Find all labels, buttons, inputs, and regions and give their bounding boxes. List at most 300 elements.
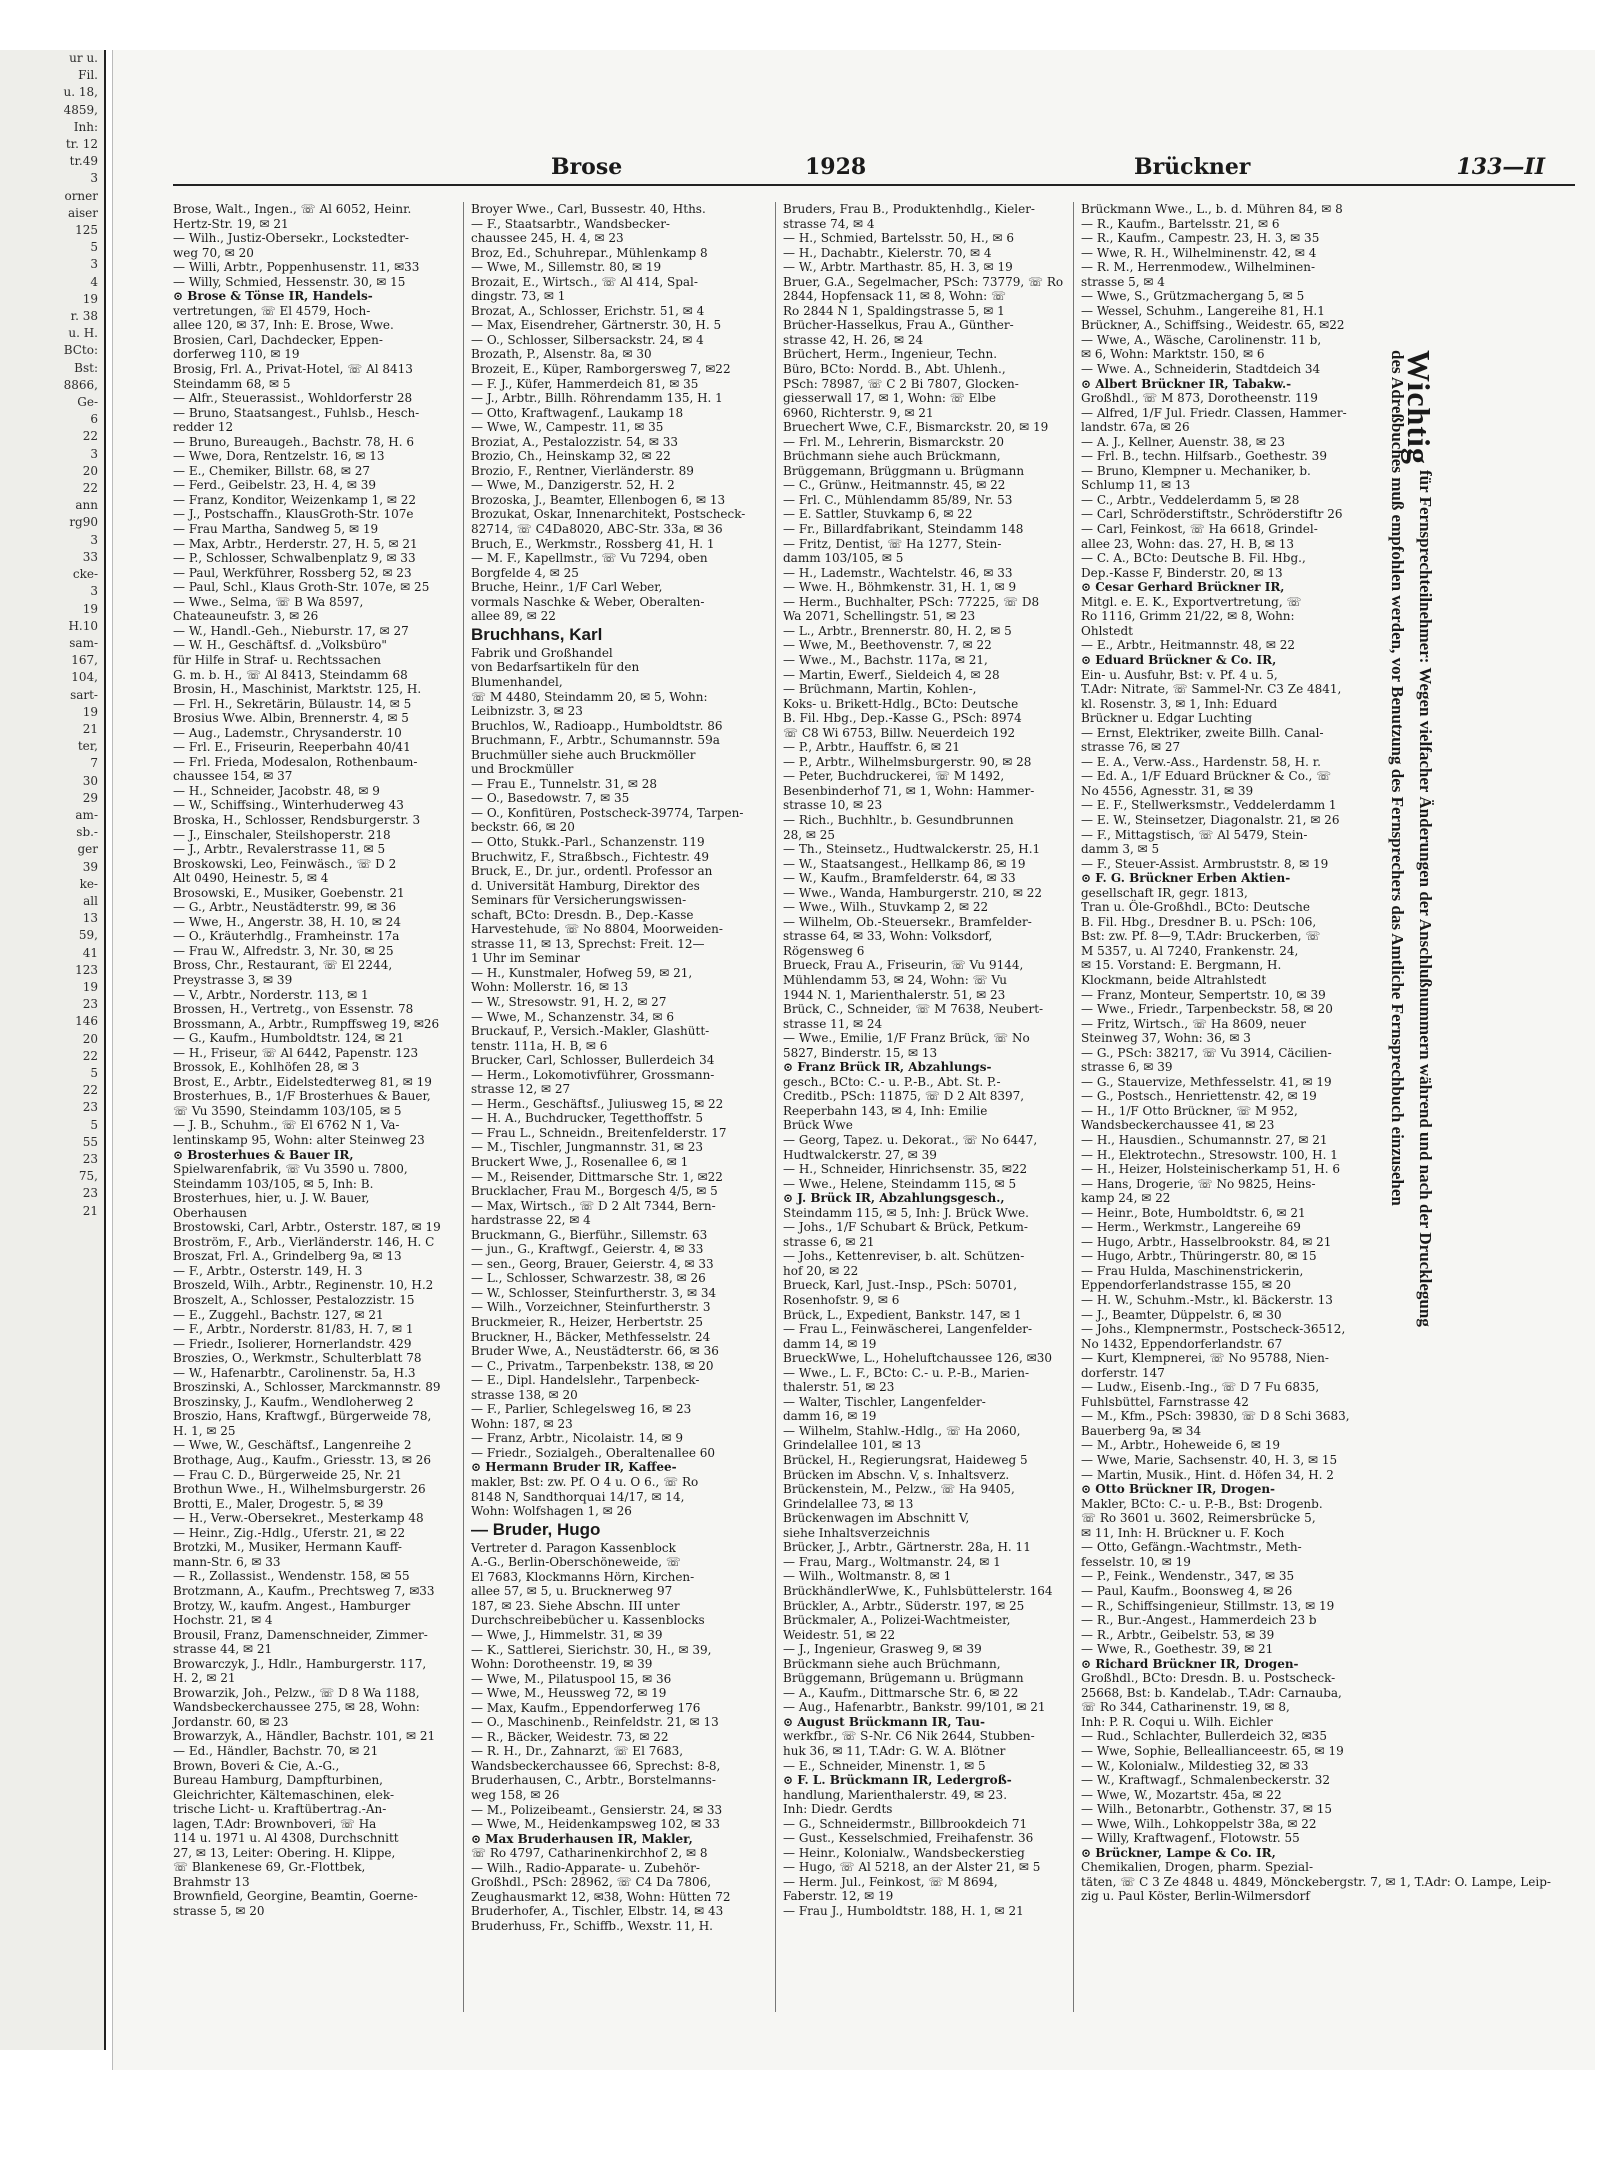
prev-page-fragment: ann bbox=[75, 498, 98, 513]
directory-entry-line: Brotzki, M., Musiker, Hermann Kauff- bbox=[173, 1540, 402, 1555]
directory-entry-line: — Wwe, M., Heussweg 72, ✉ 19 bbox=[471, 1686, 667, 1701]
directory-entry-line: für Hilfe in Straf- u. Rechtssachen bbox=[173, 652, 381, 667]
directory-entry-line: allee 23, Wohn: das. 27, H. B, ✉ 13 bbox=[1081, 536, 1295, 551]
directory-entry-line: zig u. Paul Köster, Berlin-Wilmersdorf bbox=[1081, 1889, 1310, 1904]
directory-entry-line: — Herm., Lokomotivführer, Grossmann- bbox=[471, 1067, 715, 1082]
directory-entry-line: Ro 1116, Grimm 21/22, ✉ 8, Wohn: bbox=[1081, 609, 1295, 624]
prev-page-fragment: 5 bbox=[90, 240, 98, 255]
directory-entry-line: Brueck, Frau A., Friseurin, ☏ Vu 9144, bbox=[783, 958, 1024, 973]
directory-entry-line: ⊙ Cesar Gerhard Brückner IR, bbox=[1081, 580, 1285, 595]
directory-entry-line: — Wwe., L. F., BCto: C.- u. P.-B., Marien- bbox=[783, 1365, 1030, 1380]
prev-page-fragment: 3 bbox=[90, 257, 98, 272]
directory-entry-line: Brownfield, Georgine, Beamtin, Goerne- bbox=[173, 1889, 418, 1904]
directory-entry-line: — H., Verw.-Obersekret., Mesterkamp 48 bbox=[173, 1511, 424, 1526]
directory-entry-line: mann-Str. 6, ✉ 33 bbox=[173, 1554, 281, 1569]
directory-entry-line: Makler, BCto: C.- u. P.-B., Bst: Drogenb. bbox=[1081, 1496, 1323, 1511]
directory-entry-line: Hudtwalckerstr. 27, ✉ 39 bbox=[783, 1147, 937, 1162]
directory-entry-line: — Paul, Kaufm., Boonsweg 4, ✉ 26 bbox=[1081, 1583, 1293, 1598]
directory-entry-line: — M., Reisender, Dittmarsche Str. 1, ✉22 bbox=[471, 1169, 723, 1184]
directory-entry-line: — Wwe, Wilh., Lohkoppelstr 38a, ✉ 22 bbox=[1081, 1816, 1317, 1831]
directory-entry-line: Broszinsky, J., Kaufm., Wendloherweg 2 bbox=[173, 1394, 414, 1409]
page-number: 133—II bbox=[1456, 154, 1545, 180]
directory-entry-line: damm 16, ✉ 19 bbox=[783, 1409, 877, 1424]
directory-entry-line: damm 14, ✉ 19 bbox=[783, 1336, 877, 1351]
directory-entry-line: 1944 N. 1, Marienthalerstr. 51, ✉ 23 bbox=[783, 987, 1006, 1002]
prev-page-fragment: 167, bbox=[71, 653, 98, 668]
prev-page-fragment: 55 bbox=[82, 1134, 98, 1149]
directory-entry-line: — Alfr., Steuerassist., Wohldorferstr 28 bbox=[173, 391, 413, 406]
directory-entry-line: Brosin, H., Maschinist, Marktstr. 125, H. bbox=[173, 682, 422, 697]
directory-entry-line: — M., Kfm., PSch: 39830, ☏ D 8 Schi 3683, bbox=[1081, 1409, 1350, 1424]
directory-entry-line: — Paul, Schl., Klaus Groth-Str. 107e, ✉ 25 bbox=[173, 580, 430, 595]
directory-entry-line: — Ferd., Geibelstr. 23, H. 4, ✉ 39 bbox=[173, 478, 377, 493]
directory-entry-line: — R. H., Dr., Zahnarzt, ☏ El 7683, bbox=[471, 1744, 684, 1759]
directory-entry-line: — Hans, Drogerie, ☏ No 9825, Heins- bbox=[1081, 1176, 1316, 1191]
directory-entry-line: 82714, ☏ C4Da8020, ABC-Str. 33a, ✉ 36 bbox=[471, 522, 723, 537]
directory-entry-line: Brüggemann, Brügemann u. Brügmann bbox=[783, 1671, 1024, 1686]
directory-entry-line: — G., Stauervize, Methfesselstr. 41, ✉ 19 bbox=[1081, 1074, 1332, 1089]
directory-entry-line: Brucker, Carl, Schlosser, Bullerdeich 34 bbox=[471, 1053, 715, 1068]
directory-entry-line: gesch., BCto: C.- u. P.-B., Abt. St. P.- bbox=[783, 1074, 1001, 1089]
directory-entry-line: Bruechert Wwe, C.F., Bismarckstr. 20, ✉ 19 bbox=[783, 420, 1049, 435]
directory-entry-line: — P., Feink., Wendenstr., 347, ✉ 35 bbox=[1081, 1569, 1295, 1584]
directory-entry-line: — W., Staatsangest., Hellkamp 86, ✉ 19 bbox=[783, 856, 1026, 871]
directory-entry-line: Bureau Hamburg, Dampfturbinen, bbox=[173, 1773, 383, 1788]
prev-page-fragment: 22 bbox=[82, 481, 98, 496]
directory-entry-line: Ohlstedt bbox=[1081, 623, 1133, 638]
directory-entry-line: — Fritz, Dentist, ☏ Ha 1277, Stein- bbox=[783, 536, 1002, 551]
directory-entry-line: ☏ Ro 4797, Catharinenkirchhof 2, ✉ 8 bbox=[471, 1846, 708, 1861]
directory-entry-line: — W., Kaufm., Bramfelderstr. 64, ✉ 33 bbox=[783, 871, 1016, 886]
directory-entry-line: — C., Grünw., Heitmannstr. 45, ✉ 22 bbox=[783, 478, 1006, 493]
directory-entry-line: 25668, Bst: b. Kandelab., T.Adr: Carnauba, bbox=[1081, 1685, 1342, 1700]
directory-entry-line: BrückhändlerWwe, K., Fuhlsbüttelerstr. 164 bbox=[783, 1583, 1053, 1598]
directory-entry-line: Brückler, A., Arbtr., Süderstr. 197, ✉ 25 bbox=[783, 1598, 1025, 1613]
directory-entry-line: Bruch, E., Werkmstr., Rossberg 41, H. 1 bbox=[471, 536, 715, 551]
directory-entry-line: — H., Hausdien., Schumannstr. 27, ✉ 21 bbox=[1081, 1133, 1328, 1147]
directory-entry-line: Brückmaler, A., Polizei-Wachtmeister, bbox=[783, 1613, 1011, 1628]
directory-entry-line: Brozath, P., Alsenstr. 8a, ✉ 30 bbox=[471, 347, 652, 362]
directory-entry-line: — Heinr., Zig.-Hdlg., Uferstr. 21, ✉ 22 bbox=[173, 1525, 406, 1540]
directory-entry-line: Leibnizstr. 3, ✉ 23 bbox=[471, 704, 583, 719]
directory-entry-line: Bruderhofer, A., Tischler, Elbstr. 14, ✉ 43 bbox=[471, 1904, 724, 1919]
directory-entry-line: Mühlendamm 53, ✉ 24, Wohn: ☏ Vu bbox=[783, 972, 1007, 987]
directory-entry-line: — Johs., 1/F Schubart & Brück, Petkum- bbox=[783, 1220, 1028, 1235]
directory-entry-line: Brücker, J., Arbtr., Gärtnerstr. 28a, H. 11 bbox=[783, 1540, 1031, 1555]
prev-page-fragment: u. H. bbox=[68, 326, 98, 341]
directory-entry-line: — Wwe., Selma, ☏ B Wa 8597, bbox=[173, 594, 364, 609]
directory-entry-line: ⊙ Brosterhues & Bauer IR, bbox=[173, 1147, 354, 1162]
directory-entry-line: — E., Arbtr., Heitmannstr. 48, ✉ 22 bbox=[1081, 638, 1296, 653]
directory-entry-line: — Heinr., Bote, Humboldtstr. 6, ✉ 21 bbox=[1081, 1205, 1306, 1220]
directory-entry-line: — W., Handl.-Geh., Nieburstr. 17, ✉ 27 bbox=[173, 623, 409, 638]
directory-entry-line: — Friedr., Isolierer, Hornerlandstr. 429 bbox=[173, 1336, 412, 1351]
prev-page-fragment: 23 bbox=[82, 1186, 98, 1201]
directory-entry-line: ✉ 15. Vorstand: E. Bergmann, H. bbox=[1081, 958, 1282, 973]
directory-entry-line: — Kurt, Klempnerei, ☏ No 95788, Nien- bbox=[1081, 1351, 1329, 1366]
directory-entry-line: Brüggemann, Brüggmann u. Brügmann bbox=[783, 463, 1025, 478]
directory-entry-line: — F., Staatsarbtr., Wandsbecker- bbox=[471, 216, 670, 231]
directory-entry-line: Brosowski, E., Musiker, Goebenstr. 21 bbox=[173, 885, 405, 900]
directory-entry-line: Brotti, E., Maler, Drogestr. 5, ✉ 39 bbox=[173, 1496, 384, 1511]
directory-entry-line: Brotzmann, A., Kaufm., Prechtsweg 7, ✉33 bbox=[173, 1583, 435, 1598]
directory-entry-line: d. Universität Hamburg, Direktor des bbox=[471, 878, 700, 893]
directory-entry-line: Brück Wwe bbox=[783, 1118, 853, 1133]
directory-entry-line: — Wwe, M., Heidenkampsweg 102, ✉ 33 bbox=[471, 1817, 720, 1832]
directory-entry-line: — H. W., Schuhm.-Mstr., kl. Bäckerstr. 13 bbox=[1081, 1293, 1333, 1308]
directory-entry-line: — E. F., Stellwerksmstr., Veddelerdamm 1 bbox=[1081, 798, 1337, 813]
directory-entry-line: Brück, L., Expedient, Bankstr. 147, ✉ 1 bbox=[783, 1307, 1022, 1322]
side-notice bbox=[1381, 350, 1437, 1670]
directory-entry-line: — Wwe, J., Himmelstr. 31, ✉ 39 bbox=[471, 1627, 663, 1642]
directory-entry-line: — Wwe., Wilh., Stuvkamp 2, ✉ 22 bbox=[783, 900, 989, 915]
directory-entry-line: — P., Schlosser, Schwalbenplatz 9, ✉ 33 bbox=[173, 551, 416, 566]
directory-entry-line: — H., Dachabtr., Kielerstr. 70, ✉ 4 bbox=[783, 245, 992, 260]
directory-entry-line: dingstr. 73, ✉ 1 bbox=[471, 289, 566, 304]
directory-entry-line: Großhdl., ☏ M 873, Dorotheenstr. 119 bbox=[1081, 391, 1318, 406]
directory-entry-line: — W., Schiffsing., Winterhuderweg 43 bbox=[173, 798, 404, 813]
directory-entry-line: — Ludw., Eisenb.-Ing., ☏ D 7 Fu 6835, bbox=[1081, 1380, 1320, 1395]
directory-entry-line: Bruchlos, W., Radioapp., Humboldtstr. 86 bbox=[471, 718, 723, 733]
directory-entry-line: Brostowski, Carl, Arbtr., Osterstr. 187, ✉ 19 bbox=[173, 1220, 441, 1235]
directory-entry-line: allee 120, ✉ 37, Inh: E. Brose, Wwe. bbox=[173, 318, 394, 333]
prev-page-fragment: 39 bbox=[82, 859, 98, 874]
directory-entry-line: — Wwe., Helene, Steindamm 115, ✉ 5 bbox=[783, 1176, 1017, 1191]
directory-entry-line: Preystrasse 3, ✉ 39 bbox=[173, 972, 293, 987]
directory-entry-line: — Max, Wirtsch., ☏ D 2 Alt 7344, Bern- bbox=[471, 1198, 716, 1213]
directory-entry-line: — C., Privatm., Tarpenbekstr. 138, ✉ 20 bbox=[471, 1358, 714, 1373]
directory-entry-line: chaussee 154, ✉ 37 bbox=[173, 769, 293, 784]
directory-entry-line: — Wwe, M., Sillemstr. 80, ✉ 19 bbox=[471, 260, 662, 275]
directory-entry-line: — R., Zollassist., Wendenstr. 158, ✉ 55 bbox=[173, 1569, 410, 1584]
prev-page-fragment: 33 bbox=[82, 549, 98, 564]
directory-entry-line: Schlump 11, ✉ 13 bbox=[1081, 478, 1191, 493]
directory-entry-line: Bruckmann, G., Bierführ., Sillemstr. 63 bbox=[471, 1227, 708, 1242]
column-divider bbox=[1073, 202, 1074, 2012]
directory-entry-line: — Johs., Kettenreviser, b. alt. Schützen- bbox=[783, 1249, 1025, 1264]
directory-entry-line: — H., Schneider, Jacobstr. 48, ✉ 9 bbox=[173, 783, 380, 798]
directory-entry-line: — Johs., Klempnermstr., Postscheck-36512, bbox=[1081, 1322, 1346, 1337]
directory-entry-line: — J. B., Schuhm., ☏ El 6762 N 1, Va- bbox=[173, 1118, 400, 1133]
directory-entry-line: T.Adr: Nitrate, ☏ Sammel-Nr. C3 Ze 4841, bbox=[1081, 682, 1342, 697]
directory-entry-line: Inh: Diedr. Gerdts bbox=[783, 1802, 893, 1817]
directory-entry-line: Broskowski, Leo, Feinwäsch., ☏ D 2 bbox=[173, 856, 397, 871]
directory-entry-line: — Hugo, Arbtr., Hasselbrookstr. 84, ✉ 21 bbox=[1081, 1234, 1332, 1249]
column-3 bbox=[783, 202, 1064, 2012]
directory-entry-line: 5827, Binderstr. 15, ✉ 13 bbox=[783, 1045, 938, 1060]
directory-entry-line: — J., Einschaler, Steilshoperstr. 218 bbox=[173, 827, 391, 842]
prev-page-fragment: u. 18, bbox=[63, 85, 98, 100]
directory-entry-line: Büro, BCto: Nordd. B., Abt. Uhlenh., bbox=[783, 362, 1006, 377]
directory-entry-line: Broström, F., Arb., Vierländerstr. 146, H. C bbox=[173, 1234, 435, 1249]
directory-entry-line: — Willy, Kraftwagenf., Flotowstr. 55 bbox=[1081, 1831, 1300, 1846]
directory-entry-line: Brückenwagen im Abschnitt V, bbox=[783, 1511, 970, 1526]
directory-entry-line: — F. J., Küfer, Hammerdeich 81, ✉ 35 bbox=[471, 376, 699, 391]
directory-entry-line: — F., Arbtr., Osterstr. 149, H. 3 bbox=[173, 1263, 363, 1278]
directory-entry-line: — Wwe, M., Pilatuspool 15, ✉ 36 bbox=[471, 1671, 672, 1686]
directory-entry-line: — Wwe. H., Böhmkenstr. 31, H. 1, ✉ 9 bbox=[783, 580, 1017, 595]
directory-entry-line: Browarczyk, J., Hdlr., Hamburgerstr. 117, bbox=[173, 1656, 427, 1671]
directory-entry-line: — W., Kolonialw., Mildestieg 32, ✉ 33 bbox=[1081, 1758, 1309, 1773]
directory-entry-line: Brose, Walt., Ingen., ☏ Al 6052, Heinr. bbox=[173, 202, 412, 216]
page-header bbox=[173, 150, 1575, 186]
directory-entry-line: El 7683, Klockmanns Hörn, Kirchen- bbox=[471, 1569, 695, 1584]
prev-page-fragment: am- bbox=[75, 807, 98, 822]
directory-entry-line: — Wwe, W., Geschäftsf., Langenreihe 2 bbox=[173, 1438, 412, 1453]
directory-entry-line: — Rich., Buchhltr., b. Gesundbrunnen bbox=[783, 812, 1014, 827]
directory-entry-line: — W., Stresowstr. 91, H. 2, ✉ 27 bbox=[471, 994, 667, 1009]
directory-entry-line: — Wwe. A., Schneiderin, Stadtdeich 34 bbox=[1081, 362, 1321, 377]
directory-entry-line: — O., Maschinenb., Reinfeldstr. 21, ✉ 13 bbox=[471, 1715, 719, 1730]
directory-entry-line: Brousil, Franz, Damenschneider, Zimmer- bbox=[173, 1627, 428, 1642]
directory-entry-line: Brücken im Abschn. V, s. Inhaltsverz. bbox=[783, 1467, 1010, 1482]
prev-page-fragment: 41 bbox=[82, 945, 98, 960]
directory-entry-line: Bauerberg 9a, ✉ 34 bbox=[1081, 1423, 1202, 1438]
directory-entry-line: ⊙ F. L. Brückmann IR, Ledergroß- bbox=[783, 1773, 1012, 1788]
directory-entry-line: Chemikalien, Drogen, pharm. Spezial- bbox=[1081, 1860, 1314, 1875]
directory-entry-line: — Friedr., Sozialgeh., Oberaltenallee 60 bbox=[471, 1445, 716, 1460]
directory-entry-line: — Fr., Billardfabrikant, Steindamm 148 bbox=[783, 522, 1024, 537]
directory-entry-line: dorferstr. 147 bbox=[1081, 1365, 1165, 1380]
directory-entry-line: — Wwe, M., Schanzenstr. 34, ✉ 6 bbox=[471, 1009, 675, 1024]
directory-entry-line: — F., Arbtr., Norderstr. 81/83, H. 7, ✉ 1 bbox=[173, 1322, 414, 1337]
directory-entry-line: — F., Parlier, Schlegelsweg 16, ✉ 23 bbox=[471, 1402, 692, 1417]
directory-entry-line: kamp 24, ✉ 22 bbox=[1081, 1191, 1171, 1206]
directory-entry-line: — A., Kaufm., Dittmarsche Str. 6, ✉ 22 bbox=[783, 1685, 1019, 1700]
directory-entry-line: Zeughausmarkt 12, ✉38, Wohn: Hütten 72 bbox=[471, 1889, 731, 1904]
directory-entry-line: — L., Arbtr., Brennerstr. 80, H. 2, ✉ 5 bbox=[783, 623, 1012, 638]
prev-page-fragment: 13 bbox=[82, 911, 98, 926]
directory-entry-line: damm 103/105, ✉ 5 bbox=[783, 551, 904, 566]
directory-entry-line: — Wwe, Sophie, Belleallianceestr. 65, ✉ 19 bbox=[1081, 1743, 1344, 1758]
directory-entry-line: Brosterhues, hier, u. J. W. Bauer, bbox=[173, 1191, 370, 1206]
directory-entry-line: — Otto, Stukk.-Parl., Schanzenstr. 119 bbox=[471, 834, 705, 849]
directory-entry-line: Rosenhofstr. 9, ✉ 6 bbox=[783, 1293, 900, 1308]
directory-entry-line: — H. A., Buchdrucker, Tegetthoffstr. 5 bbox=[471, 1111, 704, 1126]
directory-entry-line: Ein- u. Ausfuhr, Bst: v. Pf. 4 u. 5, bbox=[1081, 667, 1278, 682]
directory-entry-line: täten, ☏ C 3 Ze 4848 u. 4849, Mönckebergstr. 7, ✉ 1, T.Adr: O. Lampe, Leip- bbox=[1081, 1874, 1551, 1889]
directory-entry-line: — Frl. C., Mühlendamm 85/89, Nr. 53 bbox=[783, 492, 1013, 507]
directory-entry-line: Grindelallee 73, ✉ 13 bbox=[783, 1496, 914, 1511]
directory-entry-line: — Ed., Händler, Bachstr. 70, ✉ 21 bbox=[173, 1743, 379, 1758]
directory-entry-line: Brothun Wwe., H., Wilhelmsburgerstr. 26 bbox=[173, 1482, 426, 1497]
directory-entry-line: — Alfred, 1/F Jul. Friedr. Classen, Hammer- bbox=[1081, 405, 1347, 420]
prev-page-fragment: 19 bbox=[82, 704, 98, 719]
directory-entry-line: — Carl, Schröderstiftstr., Schröderstiftr 26 bbox=[1081, 507, 1343, 522]
directory-entry-line: Reeperbahn 143, ✉ 4, Inh: Emilie bbox=[783, 1103, 988, 1118]
directory-entry-line: Brost, E., Arbtr., Eidelstedterweg 81, ✉ 19 bbox=[173, 1074, 432, 1089]
notice-title: Wichtig bbox=[1401, 350, 1437, 465]
directory-entry-line: — G., Arbtr., Neustädterstr. 99, ✉ 36 bbox=[173, 900, 397, 915]
directory-entry-line: — J., Arbtr., Billh. Röhrendamm 135, H. 1 bbox=[471, 391, 723, 406]
prev-page-fragment: cke- bbox=[72, 567, 98, 582]
prev-page-fragment: tr.49 bbox=[69, 154, 98, 169]
directory-entry-line: — Frau C. D., Bürgerweide 25, Nr. 21 bbox=[173, 1467, 402, 1482]
prev-page-fragment: 22 bbox=[82, 1048, 98, 1063]
directory-entry-line: — J., Beamter, Düppelstr. 6, ✉ 30 bbox=[1081, 1307, 1282, 1322]
directory-entry-line: Broszinski, A., Schlosser, Marckmannstr. 89 bbox=[173, 1380, 441, 1395]
directory-entry-line: — Frau L., Feinwäscherei, Langenfelder- bbox=[783, 1322, 1033, 1337]
directory-entry-line: — W., Schlosser, Steinfurtherstr. 3, ✉ 34 bbox=[471, 1285, 717, 1300]
directory-entry-line: Brückel, H., Regierungsrat, Haideweg 5 bbox=[783, 1453, 1028, 1468]
directory-entry-line: — Th., Steinsetz., Hudtwalckerstr. 25, H.1 bbox=[783, 842, 1041, 857]
directory-entry-line: Borgfelde 4, ✉ 25 bbox=[471, 565, 579, 580]
directory-entry-line: — R., Arbtr., Geibelstr. 53, ✉ 39 bbox=[1081, 1627, 1275, 1642]
directory-entry-line: — R., Bäcker, Weidestr. 73, ✉ 22 bbox=[471, 1729, 669, 1744]
directory-entry-line: — R., Bur.-Angest., Hammerdeich 23 b bbox=[1081, 1613, 1317, 1628]
directory-entry-line: — Wessel, Schuhm., Langereihe 81, H.1 bbox=[1081, 303, 1325, 318]
directory-entry-line: — F., Steuer-Assist. Armbruststr. 8, ✉ 19 bbox=[1081, 856, 1329, 871]
directory-entry-line: Brückmann siehe auch Brüchmann, bbox=[783, 1656, 1001, 1671]
directory-entry-line: — Max, Eisendreher, Gärtnerstr. 30, H. 5 bbox=[471, 318, 722, 333]
directory-entry-line: schaft, BCto: Dresdn. B., Dep.-Kasse bbox=[471, 907, 694, 922]
directory-entry-line: Steindamm 68, ✉ 5 bbox=[173, 376, 291, 391]
directory-entry-line: strasse 42, H. 26, ✉ 24 bbox=[783, 332, 924, 347]
directory-entry-line: 28, ✉ 25 bbox=[783, 827, 836, 842]
directory-entry-line: strasse 6, ✉ 21 bbox=[783, 1234, 875, 1249]
directory-entry-line: Bruderhuss, Fr., Schiffb., Wexstr. 11, H. bbox=[471, 1918, 713, 1933]
prev-page-fragment: 30 bbox=[82, 773, 98, 788]
directory-entry-line: Ro 2844 N 1, Spaldingstrasse 5, ✉ 1 bbox=[783, 303, 1005, 318]
directory-entry-line: No 4556, Agnesstr. 31, ✉ 39 bbox=[1081, 783, 1254, 798]
directory-entry-line: 187, ✉ 23. Siehe Abschn. III unter bbox=[471, 1598, 680, 1613]
directory-entry-line: — G., Postsch., Henriettenstr. 42, ✉ 19 bbox=[1081, 1089, 1317, 1104]
directory-entry-line: — E., Chemiker, Billstr. 68, ✉ 27 bbox=[173, 463, 371, 478]
directory-entry-line: Bross, Chr., Restaurant, ☏ El 2244, bbox=[173, 958, 393, 973]
directory-entry-line: damm 3, ✉ 5 bbox=[1081, 842, 1160, 857]
directory-entry-line: — Fritz, Wirtsch., ☏ Ha 8609, neuer bbox=[1081, 1016, 1306, 1031]
prev-page-fragment: 21 bbox=[82, 721, 98, 736]
directory-entry-line: Broyer Wwe., Carl, Bussestr. 40, Hths. bbox=[471, 202, 706, 216]
directory-entry-line: — A. J., Kellner, Auenstr. 38, ✉ 23 bbox=[1081, 434, 1286, 449]
directory-entry-line: Brueck, Karl, Just.-Insp., PSch: 50701, bbox=[783, 1278, 1018, 1293]
directory-entry-line: Wohn: Dorotheenstr. 19, ✉ 39 bbox=[471, 1657, 653, 1672]
directory-entry-line: ☏ M 4480, Steindamm 20, ✉ 5, Wohn: bbox=[471, 689, 708, 704]
directory-entry-line: Brüchmann siehe auch Brückmann, bbox=[783, 449, 1001, 464]
prev-page-fragment: 20 bbox=[82, 1031, 98, 1046]
directory-entry-line: — Martin, Ewerf., Sieldeich 4, ✉ 28 bbox=[783, 667, 1000, 682]
directory-entry-line: Brown, Boveri & Cie, A.-G., bbox=[173, 1758, 340, 1773]
directory-entry-line: ⊙ Richard Brückner IR, Drogen- bbox=[1081, 1656, 1299, 1671]
column-divider bbox=[463, 202, 464, 2012]
directory-entry-line: — Herm., Geschäftsf., Juliusweg 15, ✉ 22 bbox=[471, 1096, 724, 1111]
directory-entry-line: Durchschreibebücher u. Kassenblocks bbox=[471, 1613, 705, 1628]
directory-entry-line: — Aug., Lademstr., Chrysanderstr. 10 bbox=[173, 725, 402, 740]
directory-entry-line: handlung, Marienthalerstr. 49, ✉ 23. bbox=[783, 1787, 1008, 1802]
directory-entry-line: — J., Arbtr., Revalerstrasse 11, ✉ 5 bbox=[173, 842, 386, 857]
directory-entry-line: vormals Naschke & Weber, Oberalten- bbox=[471, 594, 705, 609]
header-first-entry: Brose bbox=[551, 154, 623, 180]
prev-page-fragment: rg90 bbox=[69, 515, 98, 530]
directory-entry-line: Brosien, Carl, Dachdecker, Eppen- bbox=[173, 332, 383, 347]
directory-entry-line: — G., Schneidermstr., Billbrookdeich 71 bbox=[783, 1816, 1028, 1831]
directory-entry-line: Bruck, E., Dr. jur., ordentl. Professor an bbox=[471, 864, 713, 879]
directory-entry-line: Brückmann Wwe., L., b. d. Mühren 84, ✉ 8 bbox=[1081, 202, 1343, 216]
directory-entry-line: ☏ Ro 3601 u. 3602, Reimersbrücke 5, bbox=[1081, 1511, 1316, 1526]
directory-entry-line: Wohn: Wolfshagen 1, ✉ 26 bbox=[471, 1504, 632, 1519]
directory-entry-line: — G., Kaufm., Humboldtstr. 124, ✉ 21 bbox=[173, 1031, 405, 1046]
directory-entry-line: hardstrasse 22, ✉ 4 bbox=[471, 1213, 591, 1228]
prev-page-fragment: 6 bbox=[90, 412, 98, 427]
directory-entry-line: — Frau Martha, Sandweg 5, ✉ 19 bbox=[173, 522, 379, 537]
prev-page-fragment: 3 bbox=[90, 171, 98, 186]
directory-entry-line: dorferweg 110, ✉ 19 bbox=[173, 347, 300, 362]
header-last-entry: Brückner bbox=[1134, 154, 1251, 180]
directory-entry-line: — Wilhelm, Stahlw.-Hdlg., ☏ Ha 2060, bbox=[783, 1423, 1021, 1438]
directory-entry-line: siehe Inhaltsverzeichnis bbox=[783, 1525, 930, 1540]
directory-entry-line: — Wwe, M., Beethovenstr. 7, ✉ 22 bbox=[783, 638, 992, 653]
directory-entry-line: A.-G., Berlin-Oberschöneweide, ☏ bbox=[471, 1555, 681, 1570]
prev-page-fragment: aiser bbox=[68, 205, 98, 220]
directory-entry-line: hof 20, ✉ 22 bbox=[783, 1263, 859, 1278]
prev-page-fragment: 22 bbox=[82, 1083, 98, 1098]
directory-entry-line: Bruckner, H., Bäcker, Methfesselstr. 24 bbox=[471, 1329, 711, 1344]
directory-entry-line: — Franz, Monteur, Sempertstr. 10, ✉ 39 bbox=[1081, 987, 1326, 1002]
directory-entry-line: — H., Schneider, Hinrichsenstr. 35, ✉22 bbox=[783, 1162, 1028, 1177]
directory-entry-line: 6960, Richterstr. 9, ✉ 21 bbox=[783, 405, 934, 420]
previous-page-margin bbox=[0, 50, 106, 2050]
directory-entry-line: Brosig, Frl. A., Privat-Hotel, ☏ Al 8413 bbox=[173, 362, 413, 377]
directory-entry-line: Brozeit, E., Küper, Ramborgersweg 7, ✉22 bbox=[471, 362, 731, 377]
directory-entry-line: — M., Tischler, Jungmannstr. 31, ✉ 23 bbox=[471, 1140, 703, 1155]
directory-entry-line: Blumenhandel, bbox=[471, 674, 563, 689]
directory-entry-line: Brück, C., Schneider, ☏ M 7638, Neubert- bbox=[783, 1002, 1044, 1017]
directory-entry-line: Steindamm 115, ✉ 5, Inh: J. Brück Wwe. bbox=[783, 1205, 1029, 1220]
prev-page-fragment: 8866, bbox=[63, 377, 98, 392]
directory-entry-line: gesellschaft IR, gegr. 1813, bbox=[1081, 885, 1248, 900]
directory-entry-line: — Hugo, Arbtr., Thüringerstr. 80, ✉ 15 bbox=[1081, 1249, 1317, 1264]
directory-entry-line: — Frl. B., techn. Hilfsarb., Goethestr. 39 bbox=[1081, 449, 1327, 464]
directory-entry-line: — Wwe, R. H., Wilhelminenstr. 42, ✉ 4 bbox=[1081, 245, 1317, 260]
directory-entry-line: — O., Basedowstr. 7, ✉ 35 bbox=[471, 791, 630, 806]
directory-entry-line: von Bedarfsartikeln für den bbox=[471, 660, 640, 675]
directory-entry-line: — O., Schlosser, Silbersackstr. 24, ✉ 4 bbox=[471, 332, 704, 347]
directory-entry-line: landstr. 67a, ✉ 26 bbox=[1081, 420, 1190, 435]
prev-page-fragment: 104, bbox=[71, 670, 98, 685]
directory-entry-line: Brossok, E., Kohlhöfen 28, ✉ 3 bbox=[173, 1060, 360, 1075]
directory-entry-line: ⊙ Brose & Tönse IR, Handels- bbox=[173, 289, 373, 304]
directory-entry-line: — Herm. Jul., Feinkost, ☏ M 8694, bbox=[783, 1874, 998, 1889]
column-2 bbox=[471, 202, 746, 2012]
directory-entry-line: — Bruno, Staatsangest., Fuhlsb., Hesch- bbox=[173, 405, 420, 420]
directory-entry-line: strasse 76, ✉ 27 bbox=[1081, 740, 1181, 755]
directory-entry-line: — Walter, Tischler, Langenfelder- bbox=[783, 1394, 986, 1409]
directory-entry-line: strasse 10, ✉ 23 bbox=[783, 798, 883, 813]
directory-entry-line: — Wwe, Dora, Rentzelstr. 16, ✉ 13 bbox=[173, 449, 385, 464]
directory-entry-line: ⊙ Franz Brück IR, Abzahlungs- bbox=[783, 1060, 992, 1075]
directory-entry-line: Brozat, A., Schlosser, Erichstr. 51, ✉ 4 bbox=[471, 303, 705, 318]
directory-entry-line: — Wwe., Emilie, 1/F Franz Brück, ☏ No bbox=[783, 1031, 1030, 1046]
directory-entry-line: — Brüchmann, Martin, Kohlen-, bbox=[783, 682, 977, 697]
prev-page-fragment: 4 bbox=[90, 274, 98, 289]
directory-entry-line: — Frau J., Humboldtstr. 188, H. 1, ✉ 21 bbox=[783, 1903, 1024, 1918]
directory-entry-line: Bruckauf, P., Versich.-Makler, Glashütt- bbox=[471, 1024, 710, 1039]
directory-entry-line: weg 158, ✉ 26 bbox=[471, 1787, 560, 1802]
directory-entry-line: Bruchhans, Karl bbox=[471, 624, 603, 644]
directory-entry-line: trische Licht- u. Kraftübertrag.-An- bbox=[173, 1802, 387, 1817]
directory-entry-line: — Bruno, Bureaugeh., Bachstr. 78, H. 6 bbox=[173, 434, 414, 449]
directory-entry-line: Brückenstein, M., Pelzw., ☏ Ha 9405, bbox=[783, 1482, 1015, 1497]
directory-entry-line: — Willy, Schmied, Hessenstr. 30, ✉ 15 bbox=[173, 274, 406, 289]
directory-entry-line: strasse 5, ✉ 4 bbox=[1081, 274, 1165, 289]
directory-entry-line: Broszio, Hans, Kraftwgf., Bürgerweide 78, bbox=[173, 1409, 432, 1424]
directory-entry-line: — Frl. Frieda, Modesalon, Rothenbaum- bbox=[173, 754, 418, 769]
directory-entry-line: beckstr. 66, ✉ 20 bbox=[471, 820, 575, 835]
directory-entry-line: ☏ Blankenese 69, Gr.-Flottbek, bbox=[173, 1860, 366, 1875]
directory-entry-line: Bruche, Heinr., 1/F Carl Weber, bbox=[471, 580, 663, 595]
directory-entry-line: — Wilh., Woltmanstr. 8, ✉ 1 bbox=[783, 1569, 952, 1584]
prev-page-fragment: 22 bbox=[82, 429, 98, 444]
